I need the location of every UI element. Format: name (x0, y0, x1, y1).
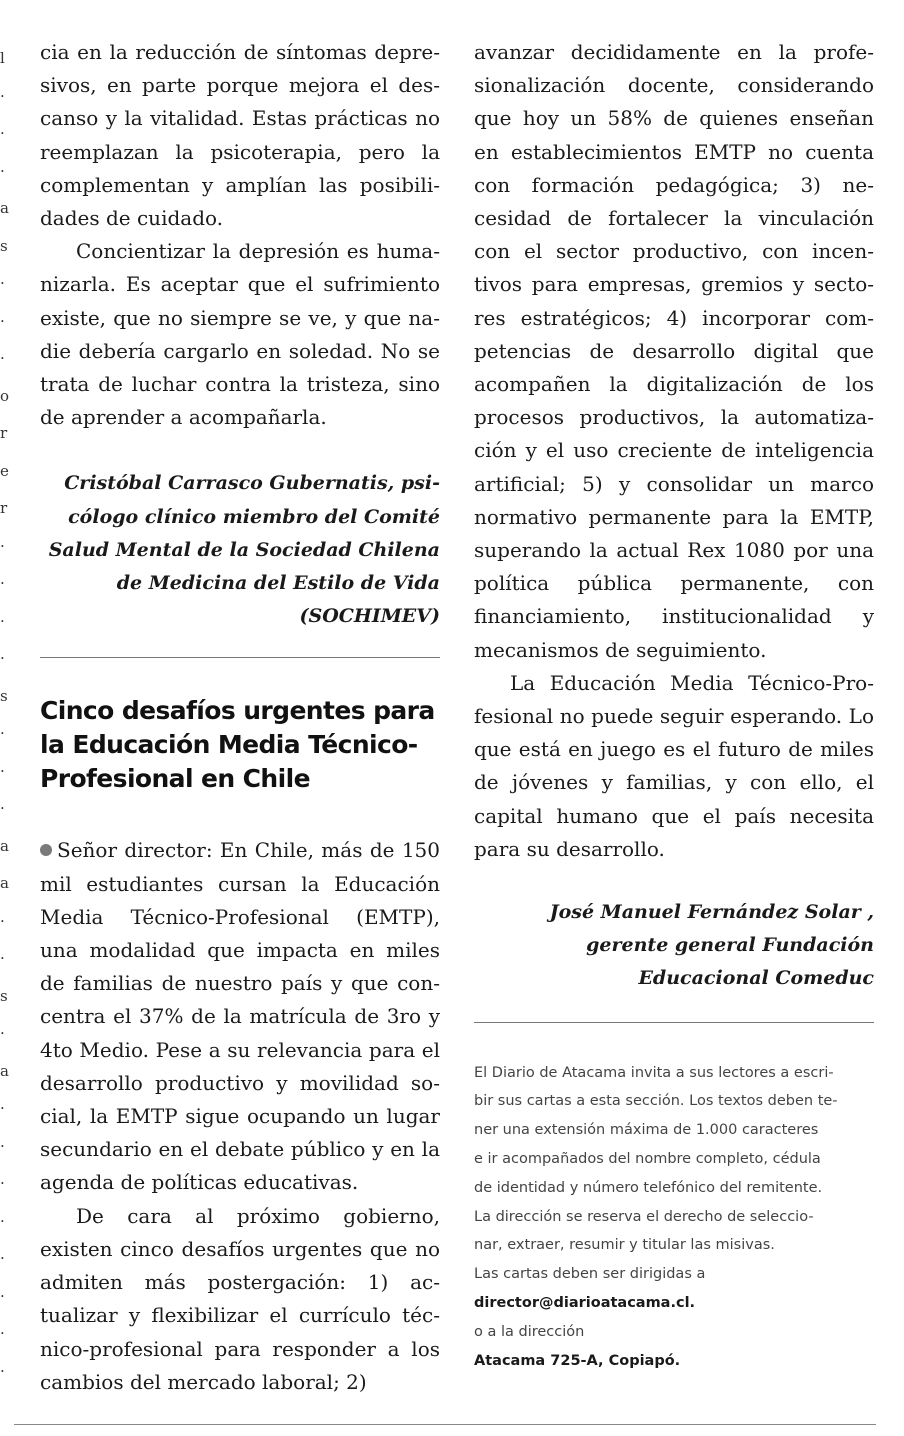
notice-email: director@diarioatacama.cl. (474, 1295, 696, 1312)
edge-fragment: · (0, 1286, 5, 1305)
letter-2-paragraph-2: De cara al próximo gobierno, existen cinco desafíos urgentes que no admiten más postergación: 1) actualizar y flexibilizar el currículo técnico-profesional para responder a los cambios del mercado laboral; 2) (40, 1203, 440, 1394)
left-edge-fragments (0, 40, 14, 1410)
edge-fragment: · (0, 124, 5, 142)
edge-fragment: · (0, 1249, 5, 1267)
edge-fragment: o (0, 386, 10, 405)
edge-fragment: · (0, 349, 5, 367)
edge-fragment: a (0, 874, 9, 892)
edge-fragment: r (0, 424, 8, 442)
edge-fragment: s (0, 236, 8, 255)
edge-fragment: · (0, 1211, 5, 1230)
edge-fragment: · (0, 649, 5, 667)
letter-1 (40, 36, 440, 633)
edge-fragment: r (0, 499, 8, 517)
edge-fragment: · (0, 161, 5, 180)
edge-fragment: · (0, 1136, 5, 1155)
notice-line: ner una extensión máxima de 1.000 caracteres (474, 1122, 819, 1139)
notice-line: e ir acompañados del nombre completo, cédula (474, 1151, 821, 1168)
letter-1-paragraph-2: Concientizar la depresión es humanizarla. Es aceptar que el sufrimiento existe, que no siempre se ve, y que nadie debería cargarlo en soledad. No se trata de luchar contra la tristeza, sino de aprender a acompañarla. (40, 239, 440, 430)
edge-fragment: · (0, 1361, 5, 1380)
notice-line: La dirección se reserva el derecho de seleccio- (474, 1208, 814, 1225)
edge-fragment: · (0, 1024, 5, 1042)
edge-fragment: · (0, 611, 5, 630)
bullet-icon (40, 844, 52, 856)
edge-fragment: a (0, 1061, 9, 1080)
edge-fragment: · (0, 1324, 5, 1342)
edge-fragment: · (0, 1099, 5, 1117)
edge-fragment: · (0, 274, 5, 292)
edge-fragment: · (0, 911, 5, 930)
edge-fragment: · (0, 86, 5, 105)
notice-line: El Diario de Atacama invita a sus lectores a escri- (474, 1064, 834, 1081)
letter-2-signature: José Manuel Fernández Solar , gerente general Fundación Educacional Comeduc (549, 901, 874, 990)
notice-line: Las cartas deben ser dirigidas a (474, 1266, 706, 1283)
letter-2-paragraph-1 (40, 834, 440, 1199)
edge-fragment: l (0, 49, 5, 67)
notice-address: Atacama 725-A, Copiapó. (474, 1352, 681, 1369)
page-bottom-rule (14, 1424, 876, 1425)
edge-fragment: · (0, 799, 5, 817)
letter-2-headline: Cinco desafíos urgentes para la Educación Media Técnico-Profesional en Chile (40, 696, 435, 794)
edge-fragment: e (0, 461, 9, 480)
notice-line: de identidad y número telefónico del remitente. (474, 1179, 823, 1196)
letter-2-paragraph-1-text: Señor director: En Chile, más de 150 mil estudiantes cursan la Educación Media Técnico-Profesional (EMTP), una modalidad que impacta en miles de familias de nuestro país y que concentra el 37% de la matrícula de 3ro y 4to Medio. Pese a su relevancia para el desarrollo productivo y movilidad social, la EMTP sigue ocupando un lugar secundario en el debate público y en la agenda de políticas educativas. (40, 838, 440, 1195)
edge-fragment: · (0, 536, 5, 555)
right-column (474, 36, 874, 1375)
letters-notice (474, 1059, 874, 1376)
notice-line: nar, extraer, resumir y titular las misivas. (474, 1237, 775, 1254)
edge-fragment: a (0, 836, 9, 855)
edge-fragment: s (0, 686, 8, 705)
edge-fragment: · (0, 761, 5, 780)
letter-2-paragraph-4: La Educación Media Técnico-Profesional no puede seguir esperando. Lo que está en juego es el futuro de miles de jóvenes y familias, y con ello, el capital humano que el país necesita para su desarrollo. (474, 670, 874, 861)
letter-2-paragraph-3: avanzar decididamente en la profesionalización docente, considerando que hoy un 58% de quienes enseñan en establecimientos EMTP no cuenta con formación pedagógica; 3) necesidad de fortalecer la vinculación con el sector productivo, con incentivos para empresas, gremios y sectores estratégicos; 4) incorporar competencias de desarrollo digital que acompañen la digitalización de los procesos productivos, la automatización y el uso creciente de inteligencia artificial; 5) y consolidar un marco normativo permanente para la EMTP, superando la actual Rex 1080 por una política pública permanente, con financiamiento, institucionalidad y mecanismos de seguimiento. (474, 40, 874, 662)
edge-fragment: · (0, 311, 5, 330)
edge-fragment: · (0, 724, 5, 742)
edge-fragment: · (0, 1174, 5, 1192)
letter-1-signature: Cristóbal Carrasco Gubernatis, psicólogo clínico miembro del Comité Salud Mental de la Sociedad Chilena de Medicina del Estilo de Vida (SOCHIMEV) (48, 472, 440, 628)
edge-fragment: s (0, 986, 8, 1005)
edge-fragment: a (0, 199, 9, 217)
letter-1-paragraph-1: cia en la reducción de síntomas depresivos, en parte porque mejora el descanso y la vitalidad. Estas prácticas no reemplazan la psicoterapia, pero la complementan y amplían las posibilidades de cuidado. (40, 40, 440, 231)
left-column (40, 36, 440, 1399)
edge-fragment: · (0, 574, 5, 592)
notice-address-intro: o a la dirección (474, 1323, 585, 1340)
notice-line: bir sus cartas a esta sección. Los textos deben te- (474, 1093, 838, 1110)
edge-fragment: · (0, 949, 5, 967)
